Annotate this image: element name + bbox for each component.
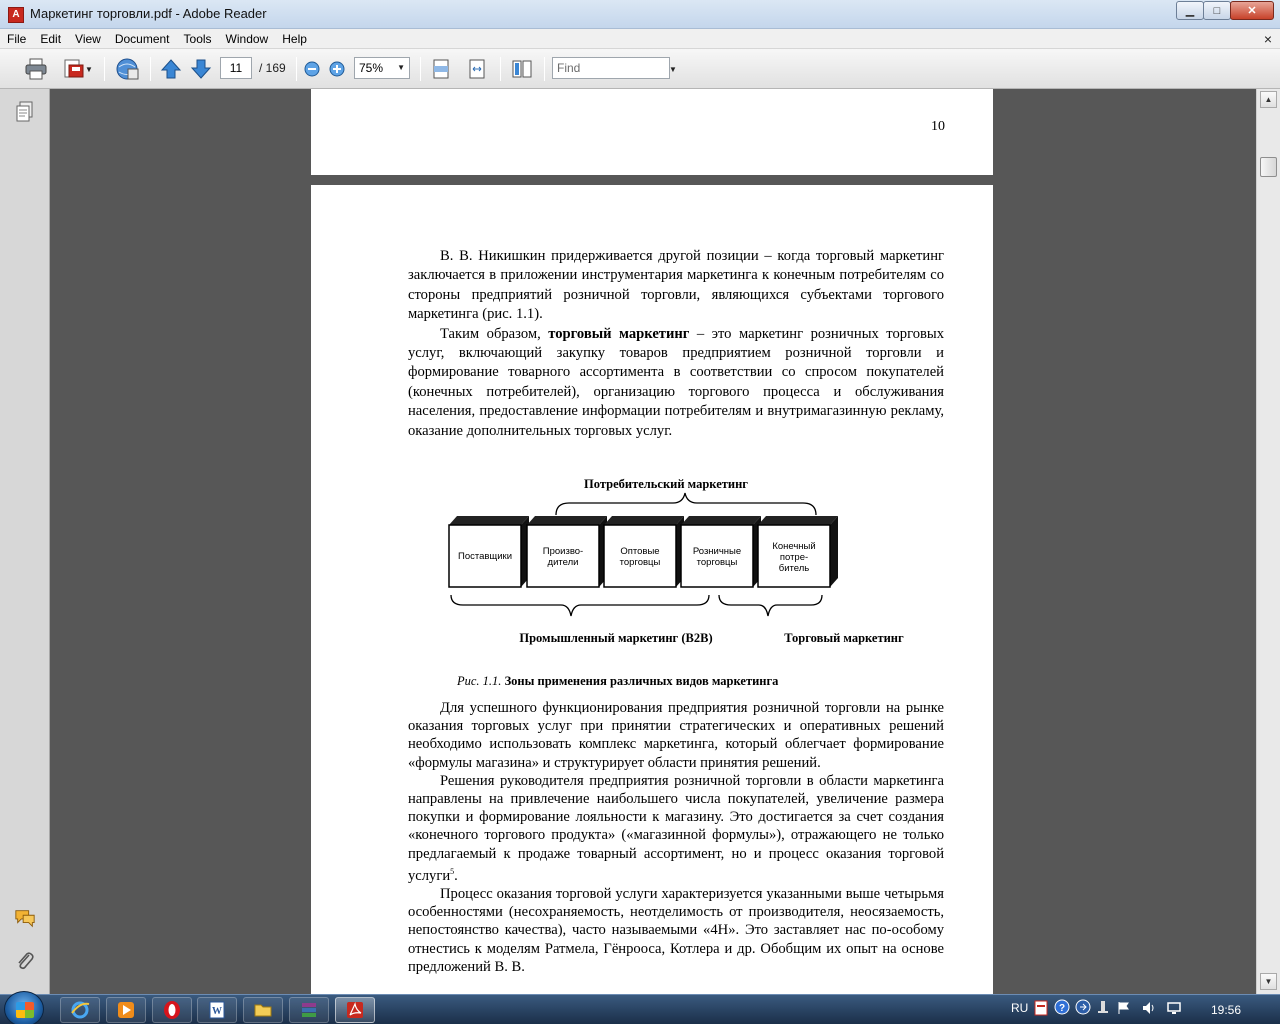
scroll-thumb[interactable] (1260, 157, 1277, 177)
zoom-out-icon (304, 61, 320, 77)
paragraph-definition (408, 325, 944, 441)
menu-file[interactable]: File (7, 31, 27, 46)
speaker-icon (1141, 1000, 1157, 1016)
pdf-page-previous (311, 89, 993, 175)
archive-books-icon (299, 1000, 319, 1020)
next-page-button[interactable] (188, 56, 214, 82)
industrial-marketing-label: Промышленный маркетинг (B2B) (519, 631, 713, 645)
attachments-panel-button[interactable] (14, 950, 36, 972)
maximize-button[interactable]: □ (1203, 1, 1231, 20)
caption-number: Рис. 1.1. (457, 674, 502, 688)
toolbar-divider (150, 57, 151, 81)
save-copy-icon (61, 58, 85, 80)
box-label: Произво- (542, 546, 584, 557)
paragraph: В. В. Никишкин придерживается другой позиции – когда торговый маркетинг заключается в приложении инструментария маркетинга к конечным потребителям со стороны предприятий розничной торговли, являющихся субъектами торгового маркетинга (рис. 1.1). (408, 248, 944, 323)
windows-logo-icon (16, 1002, 34, 1018)
scroll-up-arrow-icon[interactable]: ▲ (1260, 91, 1277, 108)
monitor-icon (1166, 1000, 1182, 1016)
media-player-icon (116, 1000, 136, 1020)
opera-icon (162, 1000, 182, 1020)
collaborate-button[interactable] (112, 56, 142, 82)
box-label: торговцы (696, 557, 738, 568)
box-label: дители (547, 557, 579, 568)
tray-volume-icon[interactable] (1141, 1000, 1157, 1019)
help-icon (1054, 999, 1070, 1015)
arrow-up-icon (160, 58, 182, 80)
printer-icon (24, 58, 48, 80)
paperclip-icon (15, 950, 35, 972)
menu-view[interactable]: View (75, 31, 101, 46)
menu-bar (0, 29, 1280, 49)
title-bar (0, 0, 1280, 29)
paragraph: Для успешного функционирования предприятия розничной торговли на рынке оказания торговых услуг при принятии стратегических и оперативных решений необходимо использовать комплекс маркетинга, который облегчает формирование «формулы магазина» и структурирует области принятия решений. (408, 700, 944, 771)
box-label: Поставщики (457, 551, 513, 562)
system-clock[interactable]: 19:56 (1211, 1003, 1242, 1017)
text-block-bottom (408, 699, 944, 976)
pdf-tray-icon (1034, 1000, 1048, 1016)
taskbar-opera[interactable] (152, 997, 192, 1023)
zoom-out-button[interactable] (302, 56, 322, 82)
chevron-down-icon[interactable]: ▼ (85, 64, 93, 74)
chevron-down-icon[interactable]: ▼ (397, 63, 405, 72)
arrow-circle-icon (1075, 999, 1091, 1015)
two-page-icon (511, 58, 533, 80)
toolbar (0, 49, 1280, 89)
reading-mode-button[interactable] (508, 56, 536, 82)
chevron-down-icon: ▼ (669, 64, 677, 74)
paragraph-text: – это маркетинг розничных торговых услуг, включающий закупку товаров предприятием розничной торговли и формирование товарного ассортимента в соответствии со спросом покупателей (конечных потребителей), организацию торгового процесса и обслуживания населения, предоставление информации потребителям и внутримагазинную рекламу, оказание дополнительных торговых услуг. (408, 325, 944, 439)
close-document-button[interactable]: × (1263, 31, 1272, 47)
menu-help[interactable]: Help (282, 31, 307, 46)
paragraph: Процесс оказания торговой услуги характеризуется указанными выше четырьмя особенностями (несохраняемость, неотделимость от производителя, неосязаемость, непостоянство качества), часто называемыми «4Н». Это заставляет нас по-особому отнестись к моделям Ратмела, Гёнрооса, Котлера и др. Обобщим их опыт на основе предложений В. В. (408, 885, 944, 975)
taskbar-internet-explorer[interactable] (60, 997, 100, 1023)
taskbar-winrar[interactable] (289, 997, 329, 1023)
paragraph (408, 772, 944, 885)
svg-text:?: ? (1058, 1003, 1066, 1014)
close-button[interactable]: ✕ (1230, 1, 1274, 20)
term-bold: торговый маркетинг (548, 325, 690, 342)
action-center-flag-icon (1116, 1000, 1132, 1016)
footnote-reference[interactable]: 5 (450, 866, 455, 876)
box-label: потре- (779, 552, 809, 563)
tray-display-icon[interactable] (1166, 1000, 1182, 1019)
page-total: / 169 (259, 61, 286, 75)
bottom-right-brace (719, 595, 822, 616)
tray-pdf-icon[interactable] (1034, 1000, 1048, 1019)
taskbar-adobe-reader[interactable] (335, 997, 375, 1023)
arrow-down-icon (190, 58, 212, 80)
globe-share-icon (114, 57, 140, 81)
toolbar-divider (296, 57, 297, 81)
paragraph-text: Таким образом, (440, 325, 549, 342)
find-input[interactable]: Find (552, 57, 670, 79)
paragraph-text: . (454, 867, 458, 884)
caption-title: Зоны применения различных видов маркетинга (504, 674, 779, 688)
marketing-zones-diagram (441, 475, 921, 705)
navigation-pane (0, 89, 50, 994)
zoom-level-select[interactable] (354, 57, 410, 79)
minimize-button[interactable]: ▁ (1176, 1, 1204, 20)
trade-marketing-label: Торговый маркетинг (784, 631, 904, 645)
taskbar-word[interactable] (197, 997, 237, 1023)
document-viewport[interactable] (50, 89, 1256, 994)
menu-document[interactable]: Document (114, 31, 170, 46)
window-title: Маркетинг торговли.pdf - Adobe Reader (30, 6, 267, 21)
network-icon (1096, 999, 1110, 1015)
svg-text:W: W (212, 1006, 222, 1017)
window-controls (1177, 1, 1274, 21)
previous-page-button[interactable] (158, 56, 184, 82)
text-block-top (408, 247, 944, 441)
fit-width-button[interactable] (464, 56, 490, 82)
pages-icon (15, 101, 35, 123)
scroll-down-arrow-icon[interactable]: ▼ (1260, 973, 1277, 990)
zoom-value: 75% (359, 61, 384, 75)
pdf-app-icon: A (8, 7, 24, 23)
page-number-input[interactable]: 11 (220, 57, 252, 79)
tray-flag-icon[interactable] (1116, 1000, 1132, 1019)
zoom-in-button[interactable] (327, 56, 347, 82)
figure-caption (457, 674, 778, 689)
fit-width-icon (467, 58, 487, 80)
box-label: Оптовые (620, 546, 660, 557)
toolbar-divider (104, 57, 105, 81)
comments-panel-button[interactable] (14, 907, 36, 929)
box-label: торговцы (619, 557, 661, 568)
box-label: Розничные (692, 546, 742, 557)
toolbar-divider (420, 57, 421, 81)
consumer-marketing-label: Потребительский маркетинг (584, 477, 748, 491)
start-button[interactable] (4, 991, 44, 1024)
toolbar-divider (544, 57, 545, 81)
fit-page-button[interactable] (428, 56, 454, 82)
pages-panel-button[interactable] (14, 101, 36, 123)
paragraph-text: Решения руководителя предприятия розничной торговли в области маркетинга направлены на привлечение наибольшего числа покупателей, увеличение размера покупки и формирование лояльности к магазину. Это достигается за счет создания «конечного торгового продукта» («магазинной формулы»), отражающего не только предлагаемый к продаже товарный ассортимент, но и процесс оказания торговой услуги (408, 772, 944, 884)
toolbar-divider (500, 57, 501, 81)
box-label: Конечный (772, 541, 816, 552)
menu-window[interactable]: Window (225, 31, 269, 46)
tray-network-icon[interactable] (1096, 999, 1110, 1018)
folder-icon (253, 1000, 273, 1020)
word-icon (207, 1000, 227, 1020)
box-label: битель (778, 563, 810, 574)
fit-page-icon (431, 58, 451, 80)
language-indicator[interactable]: RU (1011, 1001, 1029, 1015)
taskbar (0, 994, 1280, 1024)
taskbar-media-player[interactable] (106, 997, 146, 1023)
internet-explorer-icon (70, 1000, 90, 1020)
tray-help-icon[interactable] (1054, 999, 1070, 1018)
find-options-button[interactable] (667, 56, 679, 82)
print-button[interactable] (22, 56, 50, 82)
zoom-in-icon (329, 61, 345, 77)
pdf-page-current (311, 185, 993, 994)
bottom-left-brace (451, 595, 709, 616)
menu-edit[interactable]: Edit (40, 31, 62, 46)
tray-arrow-icon[interactable] (1075, 999, 1091, 1018)
page-number-label: 10 (931, 119, 945, 134)
speech-bubbles-icon (14, 907, 36, 929)
top-brace (556, 493, 816, 515)
adobe-reader-icon (345, 1000, 365, 1020)
save-button[interactable] (58, 56, 96, 82)
taskbar-explorer[interactable] (243, 997, 283, 1023)
menu-tools[interactable]: Tools (183, 31, 212, 46)
vertical-scrollbar[interactable] (1256, 89, 1280, 994)
